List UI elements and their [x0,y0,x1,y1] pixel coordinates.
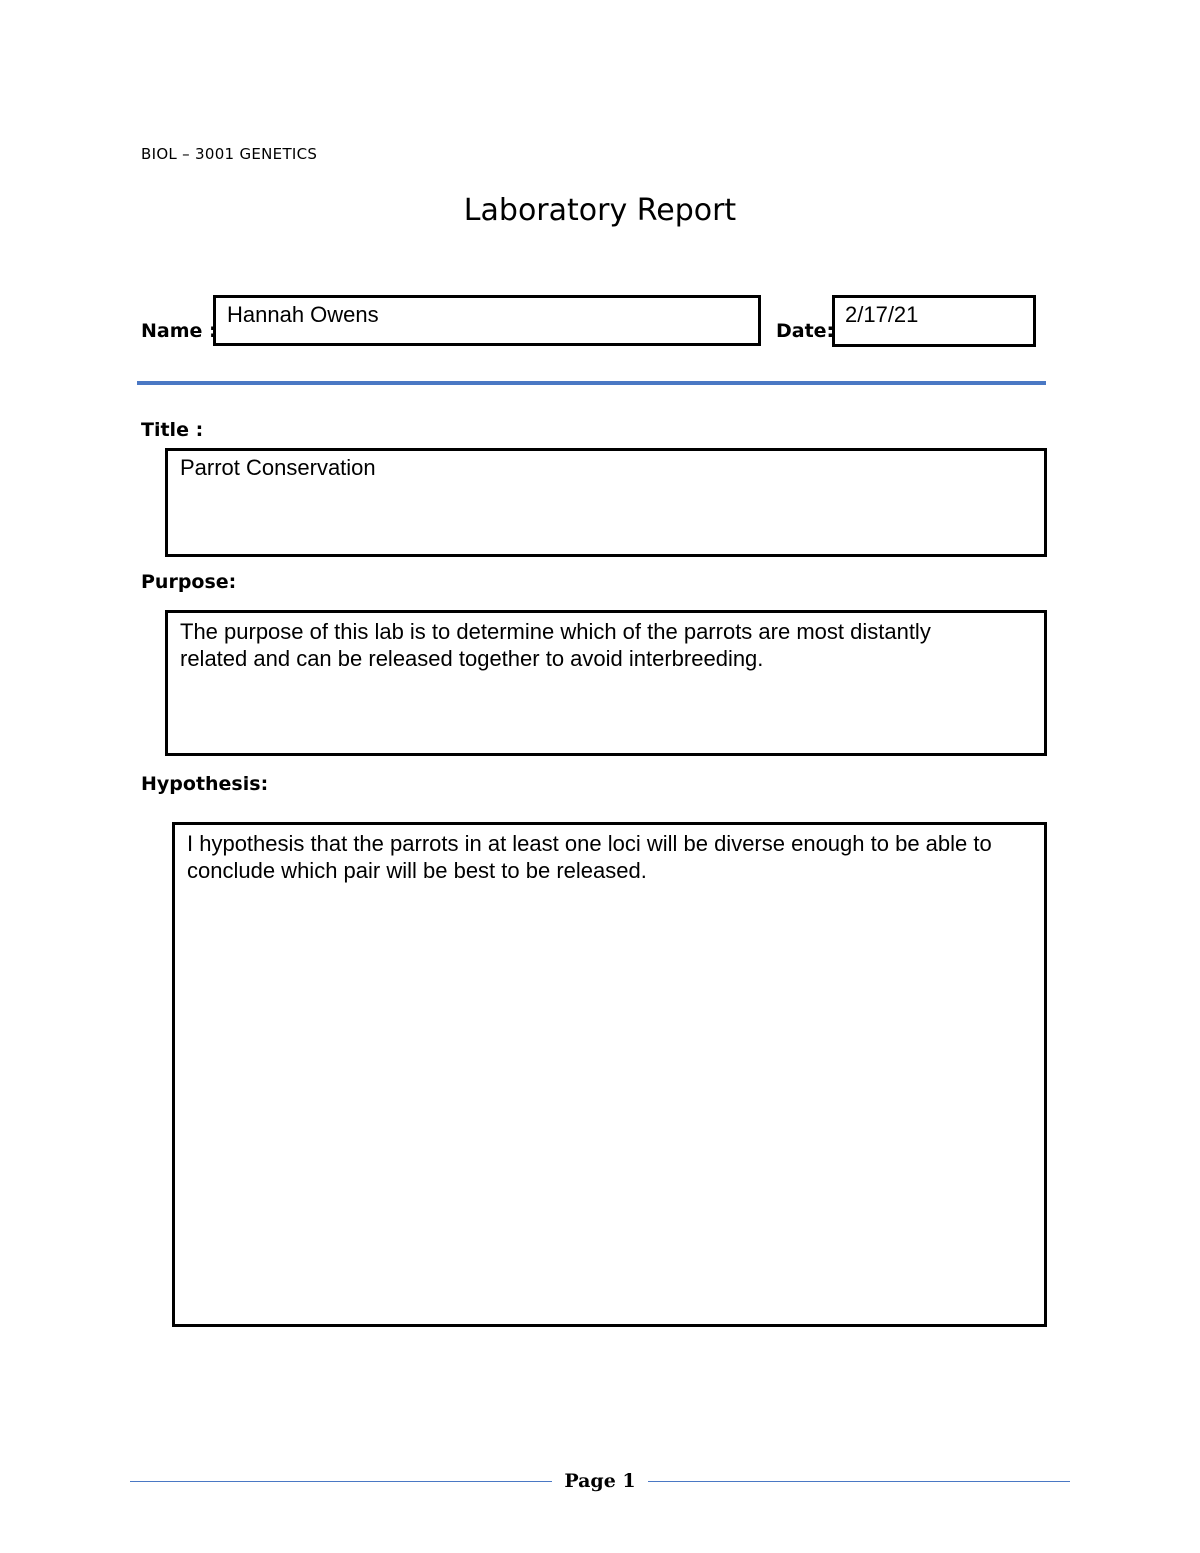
name-field[interactable] [213,295,761,346]
date-field[interactable] [832,295,1036,347]
name-value: Hannah Owens [227,302,379,327]
purpose-label: Purpose: [141,571,237,593]
purpose-field[interactable] [165,610,1047,756]
date-value: 2/17/21 [845,302,919,327]
hypothesis-label: Hypothesis: [141,773,269,795]
hypothesis-field[interactable] [172,822,1047,1327]
hypothesis-value: I hypothesis that the parrots in at least one loci will be diverse enough to be able to conclude which pair will be best to be released. [187,831,992,883]
footer-rule-right [648,1481,1070,1482]
page-title: Laboratory Report [463,193,737,228]
name-label: Name : [141,320,217,342]
title-label: Title : [141,419,204,441]
course-code: BIOL – 3001 GENETICS [141,145,318,163]
title-value: Parrot Conservation [180,455,376,480]
purpose-value: The purpose of this lab is to determine which of the parrots are most distantly related and can be released together to avoid interbreeding. [180,619,931,671]
date-label: Date: [776,320,835,342]
title-field[interactable] [165,448,1047,557]
section-divider [137,381,1046,385]
footer-rule-left [130,1481,552,1482]
page-number: Page 1 [564,1470,636,1492]
